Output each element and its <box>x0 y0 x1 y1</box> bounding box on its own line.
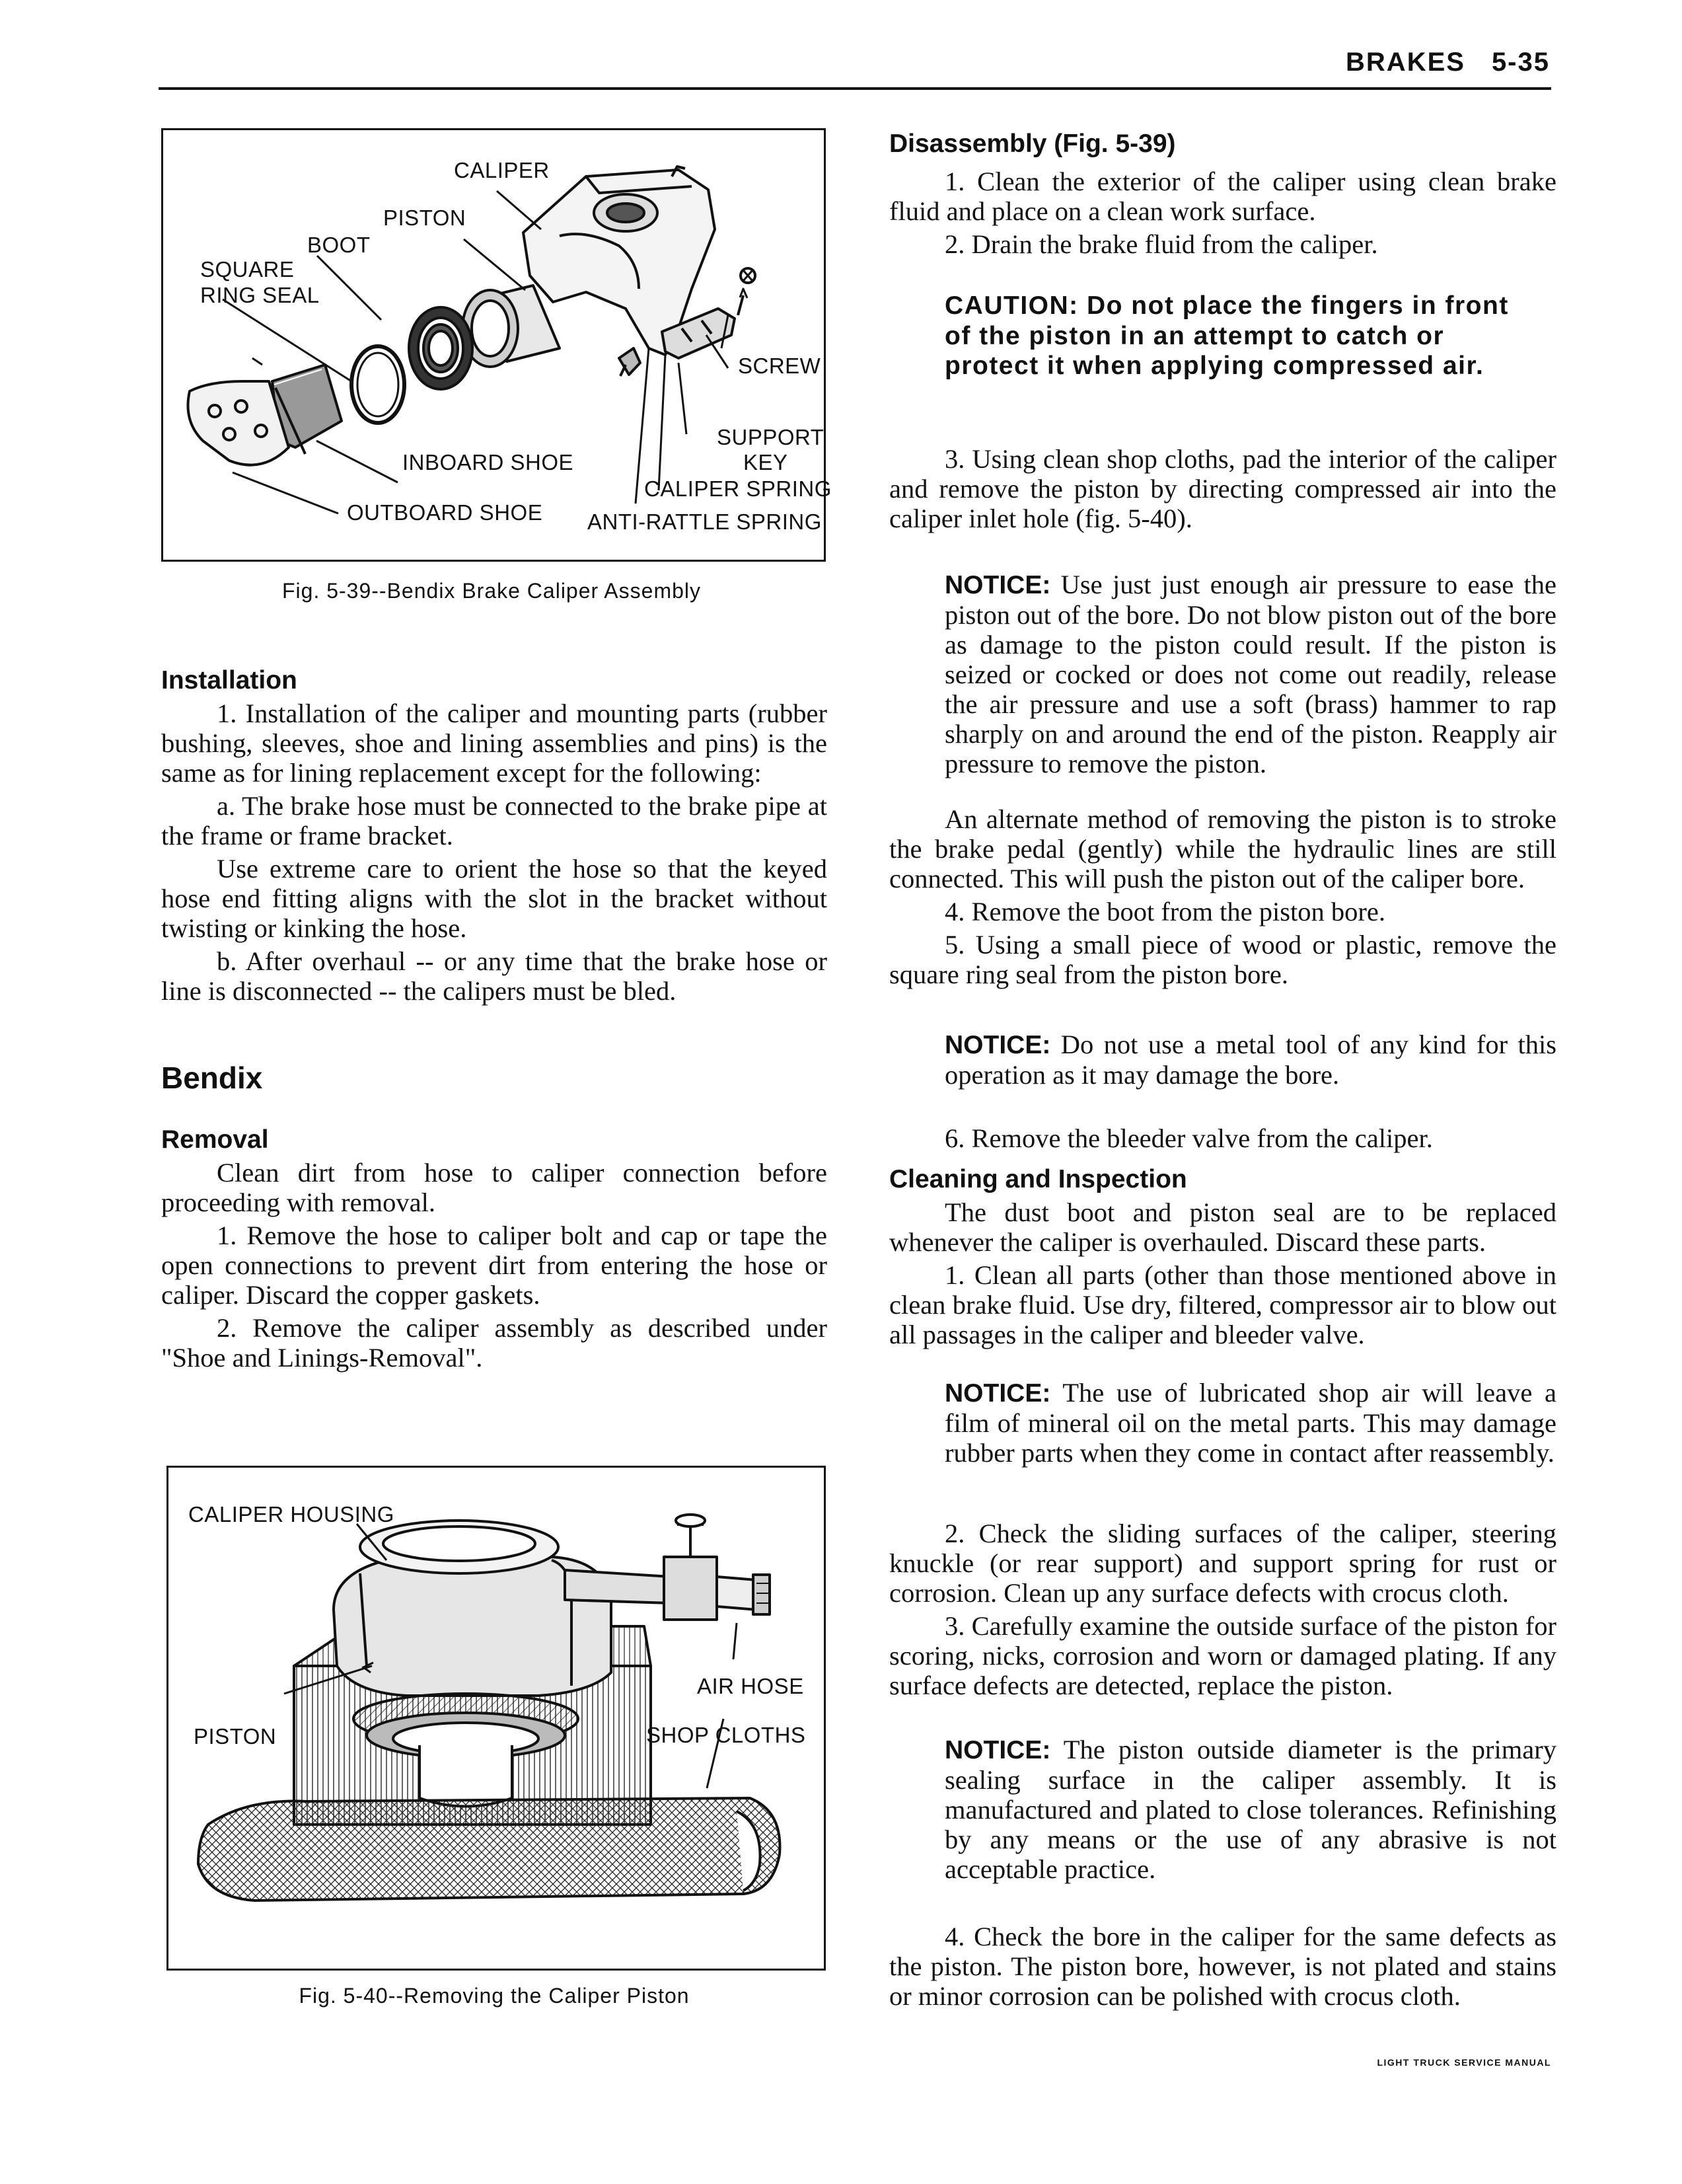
label-air-hose: AIR HOSE <box>697 1674 804 1698</box>
figure-5-39-caption: Fig. 5-39--Bendix Brake Caliper Assembly <box>281 579 701 603</box>
notice-lubricated-air <box>945 1378 1556 1468</box>
bendix-heading: Bendix <box>161 1061 263 1095</box>
notice-metal-tool <box>945 1030 1556 1090</box>
notice-label: NOTICE: <box>945 571 1051 599</box>
cleaning-step-2: 2. Check the sliding surfaces of the caliper, steering knuckle (or rear support) and support spring for rust or corrosion. Clean up any surface defects with crocus cloth. <box>889 1519 1556 1608</box>
disassembly-heading: Disassembly (Fig. 5-39) <box>889 130 1176 158</box>
page-header <box>1319 48 1550 77</box>
disassembly-step-2: 2. Drain the brake fluid from the caliper. <box>945 229 1378 259</box>
label-shop-cloths: SHOP CLOTHS <box>646 1723 806 1747</box>
removal-intro: Clean dirt from hose to caliper connection before proceeding with removal. <box>161 1158 827 1217</box>
piston-removal-illustration <box>168 1468 824 1969</box>
label-piston: PISTON <box>383 206 466 230</box>
disassembly-step-5: 5. Using a small piece of wood or plastic, remove the square ring seal from the piston bore. <box>889 930 1556 989</box>
footer-manual-title: LIGHT TRUCK SERVICE MANUAL <box>1377 2057 1551 2068</box>
label-caliper: CALIPER <box>454 158 550 182</box>
removal-heading: Removal <box>161 1125 269 1154</box>
installation-step-a: a. The brake hose must be connected to the brake pipe at the frame or frame bracket. <box>161 791 827 850</box>
label-key: KEY <box>743 450 788 474</box>
figure-5-39 <box>161 128 832 562</box>
installation-heading: Installation <box>161 666 297 695</box>
label-screw: SCREW <box>738 354 821 378</box>
section-title: BRAKES <box>1346 48 1465 77</box>
notice-metal-tool-text: Do not use a metal tool of any kind for this operation as it may damage the bore. <box>945 1030 1556 1090</box>
notice-label: NOTICE: <box>945 1031 1051 1059</box>
label-outboard-shoe: OUTBOARD SHOE <box>347 500 543 525</box>
removal-step-1: 1. Remove the hose to caliper bolt and cap or tape the open connections to prevent dirt from entering the hose or caliper. Discard the copper gaskets. <box>161 1221 827 1310</box>
removal-step-2: 2. Remove the caliper assembly as described under "Shoe and Linings-Removal". <box>161 1313 827 1373</box>
header-rule <box>159 87 1551 90</box>
disassembly-step-4: 4. Remove the boot from the piston bore. <box>945 897 1386 926</box>
figure-5-40-caption: Fig. 5-40--Removing the Caliper Piston <box>299 1984 690 2008</box>
cleaning-intro: The dust boot and piston seal are to be replaced whenever the caliper is overhauled. Discard these parts. <box>889 1197 1556 1257</box>
label-piston-40: PISTON <box>194 1724 277 1749</box>
label-support: SUPPORT <box>717 425 824 449</box>
label-boot: BOOT <box>307 233 371 257</box>
alternate-method: An alternate method of removing the piston is to stroke the brake pedal (gently) while the hydraulic lines are still connected. This will push the piston out of the caliper bore. <box>889 804 1556 893</box>
cleaning-step-3: 3. Carefully examine the outside surface of the piston for scoring, nicks, corrosion and worn or damaged plating. If any surface defects are detected, replace the piston. <box>889 1611 1556 1700</box>
label-anti-rattle-spring: ANTI-RATTLE SPRING <box>587 509 822 534</box>
installation-step-b: b. After overhaul -- or any time that the brake hose or line is disconnected -- the calipers must be bled. <box>161 946 827 1006</box>
notice-piston-diameter <box>945 1735 1556 1884</box>
page-number: 5-35 <box>1491 48 1550 77</box>
notice-label: NOTICE: <box>945 1736 1051 1764</box>
cleaning-step-4: 4. Check the bore in the caliper for the same defects as the piston. The piston bore, however, is not plated and stains or minor corrosion can be polished with crocus cloth. <box>889 1922 1556 2011</box>
installation-use-care: Use extreme care to orient the hose so that the keyed hose end fitting aligns with the slot in the bracket without twisting or kinking the hose. <box>161 854 827 943</box>
label-inboard-shoe: INBOARD SHOE <box>402 450 574 474</box>
installation-step-1: 1. Installation of the caliper and mounting parts (rubber bushing, sleeves, shoe and lining assemblies and pins) is the same as for lining replacement except for the following: <box>161 698 827 788</box>
label-ring-seal: RING SEAL <box>200 283 320 307</box>
notice-lubricated-air-text: The use of lubricated shop air will leave a film of mineral oil on the metal parts. This may damage rubber parts when they come in contact after reassembly. <box>945 1378 1556 1468</box>
disassembly-step-6: 6. Remove the bleeder valve from the caliper. <box>945 1123 1433 1153</box>
disassembly-step-1: 1. Clean the exterior of the caliper using clean brake fluid and place on a clean work surface. <box>889 167 1556 226</box>
notice-air-pressure-text: Use just just enough air pressure to ease the piston out of the bore. Do not blow piston out of the bore as damage to the piston could result. If the piston is seized or cocked or does not come out readily, release the air pressure and use a soft (brass) hammer to rap sharply on and around the end of the piston. Reapply air pressure to remove the piston. <box>945 570 1556 778</box>
disassembly-step-3: 3. Using clean shop cloths, pad the interior of the caliper and remove the piston by directing compressed air into the caliper inlet hole (fig. 5-40). <box>889 444 1556 533</box>
label-caliper-spring: CALIPER SPRING <box>644 476 832 501</box>
notice-label: NOTICE: <box>945 1379 1051 1408</box>
figure-5-40 <box>166 1466 826 1971</box>
caution-compressed-air: CAUTION: Do not place the fingers in front of the piston in an attempt to catch or protect it when applying compressed air. <box>945 291 1509 380</box>
cleaning-step-1: 1. Clean all parts (other than those mentioned above in clean brake fluid. Use dry, filtered, compressor air to blow out all passages in the caliper and bleeder valve. <box>889 1260 1556 1349</box>
cleaning-heading: Cleaning and Inspection <box>889 1165 1187 1193</box>
notice-air-pressure <box>945 570 1556 778</box>
notice-piston-diameter-text: The piston outside diameter is the primary sealing surface in the caliper assembly. It is manufactured and plated to close tolerances. Refinishing by any means or the use of any abrasive is not acceptable practice. <box>945 1735 1556 1884</box>
label-caliper-housing: CALIPER HOUSING <box>188 1502 394 1526</box>
label-square: SQUARE <box>200 257 295 282</box>
